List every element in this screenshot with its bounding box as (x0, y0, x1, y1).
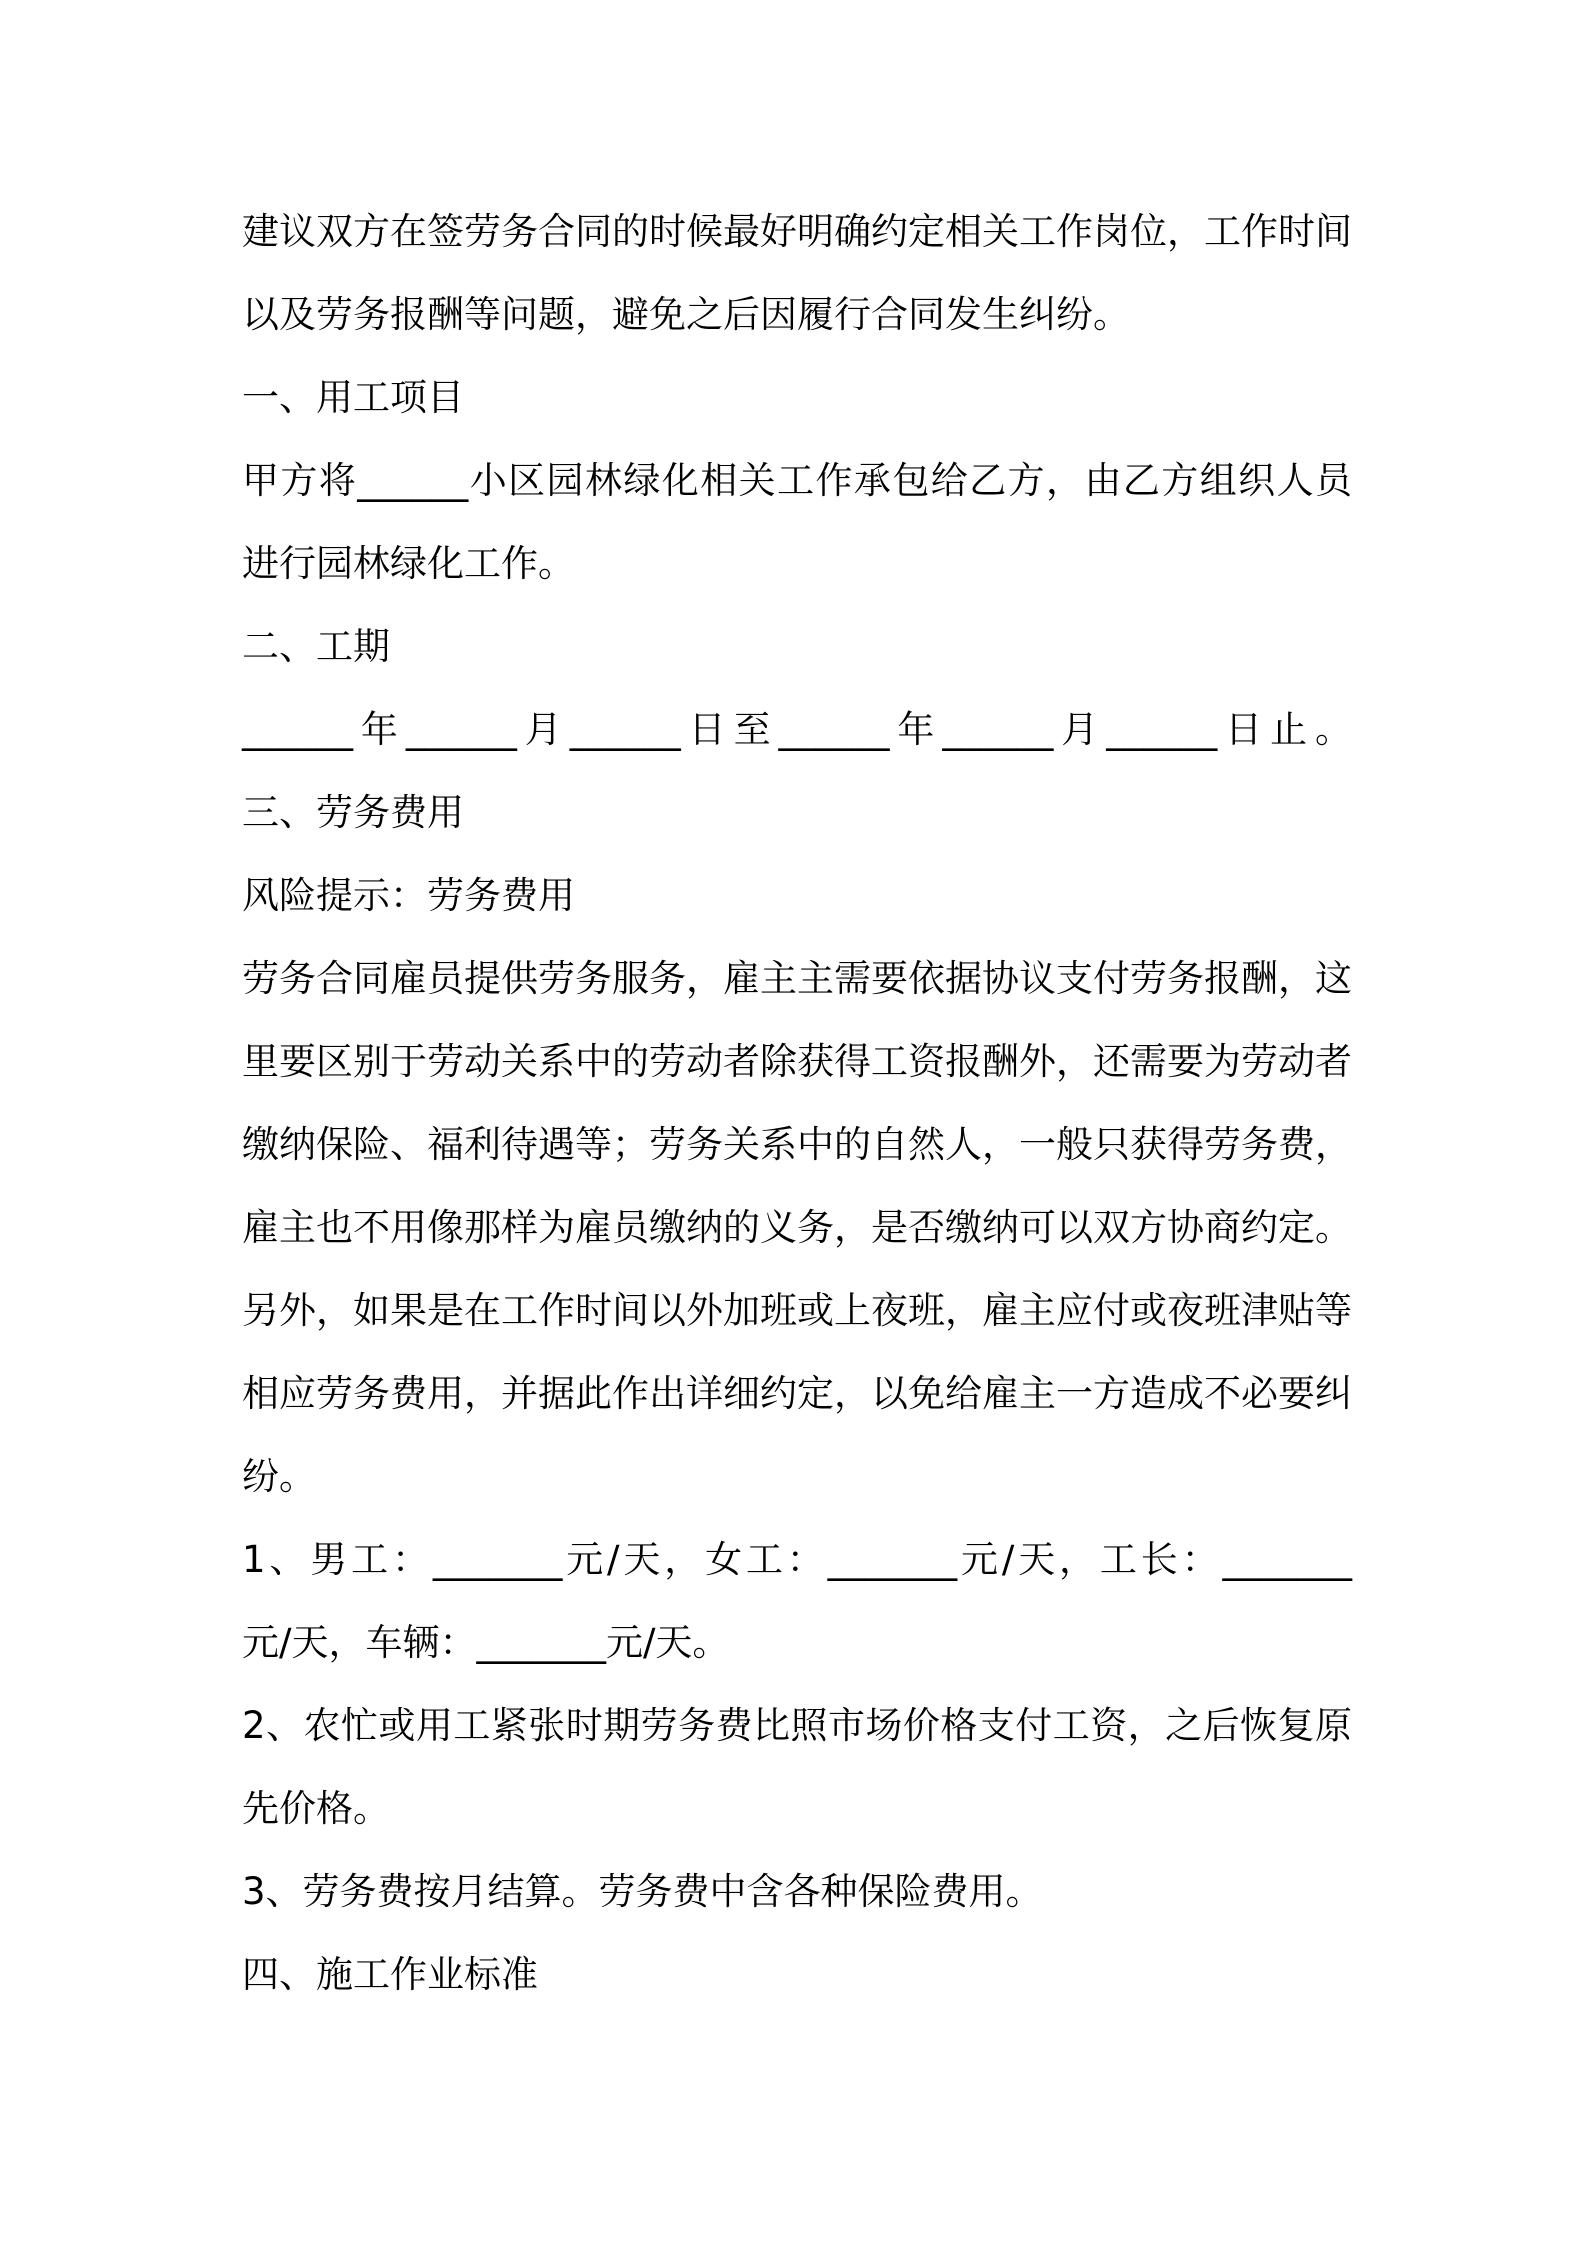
section-heading: 四、施工作业标准 (242, 1953, 538, 1996)
body-line: 雇主也不用像那样为雇员缴纳的义务，是否缴纳可以双方协商约定。 (242, 1206, 1352, 1249)
section-heading: 三、劳务费用 (242, 791, 464, 834)
body-line: 里要区别于劳动关系中的劳动者除获得工资报酬外，还需要为劳动者 (242, 1040, 1352, 1083)
fee-item-line: 3、劳务费按月结算。劳务费中含各种保险费用。 (242, 1870, 1043, 1913)
fee-item-line: 先价格。 (242, 1787, 390, 1830)
date-fill-line: ______年______月______日至______年______月______日止。 (242, 708, 1352, 751)
body-line: 相应劳务费用，并据此作出详细约定，以免给雇主一方造成不必要纠 (242, 1372, 1352, 1415)
body-line: 缴纳保险、福利待遇等；劳务关系中的自然人，一般只获得劳务费， (242, 1123, 1352, 1166)
risk-note-title: 风险提示：劳务费用 (242, 874, 575, 917)
body-line: 建议双方在签劳务合同的时候最好明确约定相关工作岗位，工作时间 (242, 210, 1352, 253)
body-line: 纷。 (242, 1455, 316, 1498)
body-line: 甲方将______小区园林绿化相关工作承包给乙方，由乙方组织人员 (242, 459, 1352, 502)
fee-item-line: 1、男工：_______元/天，女工：_______元/天，工长：_______ (242, 1538, 1352, 1581)
section-heading: 二、工期 (242, 625, 390, 668)
document-page (242, 190, 1352, 2016)
fee-item-line: 元/天，车辆：_______元/天。 (242, 1621, 730, 1664)
body-line: 另外，如果是在工作时间以外加班或上夜班，雇主应付或夜班津贴等 (242, 1289, 1352, 1332)
body-line: 劳务合同雇员提供劳务服务，雇主主需要依据协议支付劳务报酬，这 (242, 957, 1352, 1000)
body-line: 进行园林绿化工作。 (242, 542, 575, 585)
fee-item-line: 2、农忙或用工紧张时期劳务费比照市场价格支付工资，之后恢复原 (242, 1704, 1352, 1747)
section-heading: 一、用工项目 (242, 376, 464, 419)
body-line: 以及劳务报酬等问题，避免之后因履行合同发生纠纷。 (242, 293, 1130, 336)
